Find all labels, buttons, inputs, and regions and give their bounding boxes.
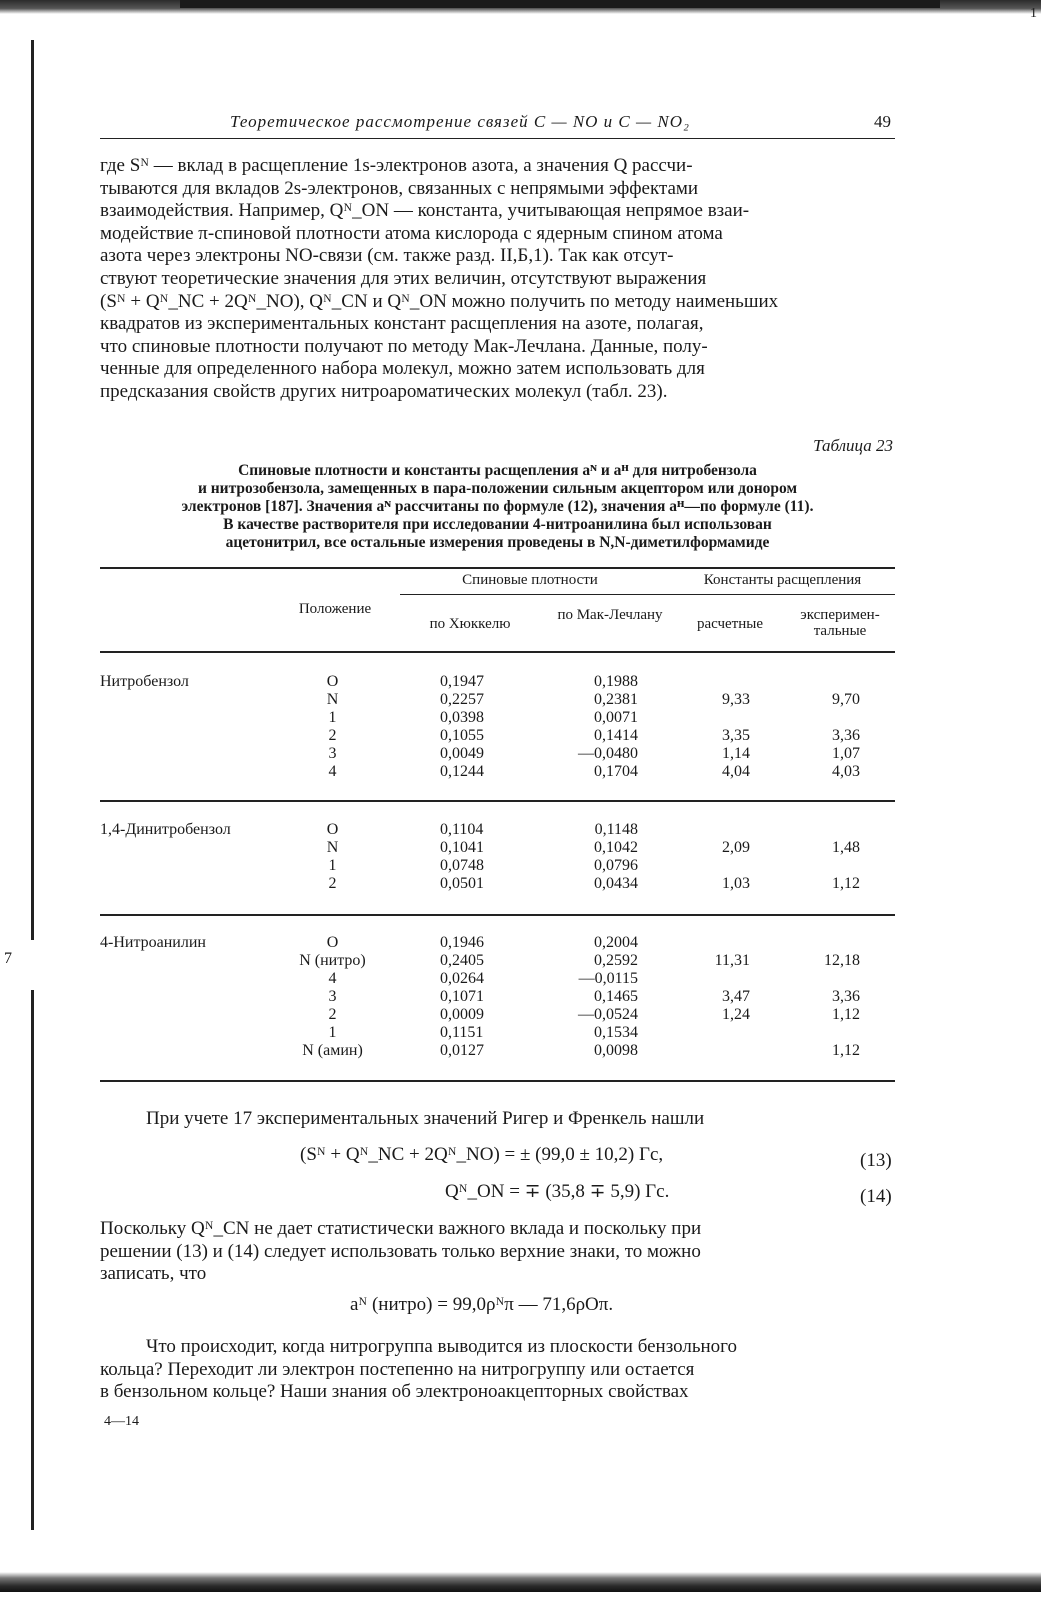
cell-huckel: 0,0127 xyxy=(440,1042,484,1059)
group-name: Нитробензол xyxy=(100,673,189,690)
cell-position: 2 xyxy=(328,727,337,744)
cell-experimental: 3,36 xyxy=(832,727,860,744)
cell-mclachlan: 0,0098 xyxy=(594,1042,638,1059)
cell-position: N xyxy=(326,839,339,856)
header-calculated: расчетные xyxy=(696,616,764,632)
group-positions xyxy=(285,934,380,1060)
cell-calculated: 4,04 xyxy=(722,763,750,780)
text-line: ченные для определенного набора молекул, можно затем использовать для xyxy=(100,358,705,380)
cell-experimental: 4,03 xyxy=(832,763,860,780)
text-line: тываются для вкладов 2s-электронов, связанных с непрямыми эффектами xyxy=(100,177,699,199)
cell-experimental: 1,07 xyxy=(832,745,860,762)
cell-mclachlan: 0,2381 xyxy=(594,691,638,708)
cell-calculated: 3,47 xyxy=(722,988,750,1005)
table-title-line: и нитрозобензола, замещенных в пара-положении сильным акцептором или донором xyxy=(197,480,798,497)
table-title-line: электронов [187]. Значения aᴺ рассчитаны по формуле (12), значения aᴴ—по формуле (11). xyxy=(181,498,814,515)
cell-mclachlan: 0,0796 xyxy=(594,857,638,874)
text-line: взаимодействия. Например, Qᴺ_ON — константа, учитывающая непрямое взаи- xyxy=(100,200,750,222)
cell-experimental: 9,70 xyxy=(832,691,860,708)
table-top-rule xyxy=(100,567,895,569)
header-position: Положение xyxy=(298,601,372,617)
cell-position: 4 xyxy=(328,970,337,987)
cell-position: 4 xyxy=(328,763,337,780)
scan-bottom-edge xyxy=(0,1572,1041,1592)
cell-huckel: 0,0049 xyxy=(440,745,484,762)
cell-position: 2 xyxy=(328,875,337,892)
text-line: решении (13) и (14) следует использовать только верхние знаки, то можно xyxy=(100,1240,701,1262)
text-line: ствуют теоретические значения для этих величин, отсутствуют выражения xyxy=(100,267,707,289)
cell-huckel: 0,0398 xyxy=(440,709,484,726)
cell-position: 1 xyxy=(328,709,337,726)
group-calculated xyxy=(690,673,750,781)
cell-calculated: 11,31 xyxy=(714,952,750,969)
cell-experimental xyxy=(800,970,860,988)
margin-right-tick: 1 xyxy=(1030,6,1037,21)
cell-experimental: 1,12 xyxy=(832,875,860,892)
cell-experimental: 1,12 xyxy=(832,1042,860,1059)
equation-nitro: aᴺ (нитро) = 99,0ρᴺπ — 71,6ρOπ. xyxy=(350,1294,614,1315)
equation-13: (Sᴺ + Qᴺ_NC + 2Qᴺ_NO) = ± (99,0 ± 10,2) Гс, xyxy=(300,1144,664,1165)
cell-position: 2 xyxy=(328,1006,337,1023)
cell-mclachlan: 0,1414 xyxy=(594,727,638,744)
cell-calculated xyxy=(690,970,750,988)
cell-huckel: 0,0009 xyxy=(440,1006,484,1023)
cell-calculated xyxy=(690,821,750,839)
table-title-line: Спиновые плотности и константы расщепления aᴺ и aᴴ для нитробензола xyxy=(238,462,757,479)
text-line: что спиновые плотности получают по методу Мак-Лечлана. Данные, полу- xyxy=(100,335,708,357)
cell-position: N (нитро) xyxy=(299,952,366,969)
scan-top-edge-dark xyxy=(180,0,940,8)
group-positions xyxy=(290,673,375,781)
cell-huckel: 0,1104 xyxy=(440,821,484,838)
text-line: предсказания свойств других нитроароматических молекул (табл. 23). xyxy=(100,380,668,402)
group-calculated xyxy=(690,821,750,893)
cell-calculated: 2,09 xyxy=(722,839,750,856)
cell-huckel: 0,0501 xyxy=(440,875,484,892)
cell-huckel: 0,2257 xyxy=(440,691,484,708)
cell-mclachlan: —0,0480 xyxy=(578,745,638,762)
text-line: (Sᴺ + Qᴺ_NC + 2Qᴺ_NO), Qᴺ_CN и Qᴺ_ON можно получить по методу наименьших xyxy=(100,290,779,312)
cell-mclachlan: 0,0071 xyxy=(594,709,638,726)
cell-huckel: 0,1071 xyxy=(440,988,484,1005)
group-huckel xyxy=(440,934,484,1060)
cell-huckel: 0,0264 xyxy=(440,970,484,987)
cell-huckel: 0,1946 xyxy=(440,934,484,951)
cell-position: N xyxy=(326,691,339,708)
text-line: кольца? Переходит ли электрон постепенно на нитрогруппу или остается xyxy=(100,1358,695,1380)
header-spin-density: Спиновые плотности xyxy=(462,572,598,588)
running-header xyxy=(100,112,895,139)
group-experimental xyxy=(800,934,860,1060)
cell-position: 3 xyxy=(328,988,337,1005)
group-huckel xyxy=(440,821,484,893)
cell-experimental xyxy=(800,673,860,691)
cell-experimental xyxy=(800,857,860,875)
cell-mclachlan: 0,2592 xyxy=(594,952,638,969)
group-mclachlan xyxy=(560,934,638,1060)
group-name: 4-Нитроанилин xyxy=(100,934,206,951)
paragraph-3 xyxy=(100,1218,895,1286)
cell-mclachlan: 0,1465 xyxy=(594,988,638,1005)
header-mclachlan: по Мак-Лечлану xyxy=(557,607,663,623)
paragraph-2: При учете 17 экспериментальных значений Ригер и Френкель нашли xyxy=(146,1108,705,1129)
scan-left-edge xyxy=(31,40,34,940)
group-experimental xyxy=(800,673,860,781)
cell-position: O xyxy=(326,821,339,838)
cell-position: O xyxy=(326,934,339,951)
equation-13-number: (13) xyxy=(860,1150,892,1171)
cell-calculated: 9,33 xyxy=(722,691,750,708)
cell-position: O xyxy=(326,673,339,690)
text-line: модействие π-спиновой плотности атома кислорода с ядерным спином атома xyxy=(100,222,723,244)
cell-mclachlan: 0,1534 xyxy=(594,1024,638,1041)
header-splitting-constants: Константы расщепления xyxy=(703,572,862,588)
cell-experimental xyxy=(800,1024,860,1042)
text-line: где Sᴺ — вклад в расщепление 1s-электронов азота, а значения Q рассчи- xyxy=(100,155,693,176)
text-line: Поскольку Qᴺ_CN не дает статистически важного вклада и поскольку при xyxy=(100,1218,702,1239)
cell-experimental xyxy=(800,934,860,952)
table-title-line: В качестве растворителя при исследовании 4-нитроанилина был использован xyxy=(223,516,772,533)
cell-calculated xyxy=(690,709,750,727)
cell-huckel: 0,0748 xyxy=(440,857,484,874)
page-number: 49 xyxy=(874,112,891,131)
text-line: записать, что xyxy=(100,1263,207,1285)
cell-experimental: 1,12 xyxy=(832,1006,860,1023)
cell-calculated xyxy=(690,857,750,875)
cell-mclachlan: 0,1042 xyxy=(594,839,638,856)
group-experimental xyxy=(800,821,860,893)
cell-mclachlan: 0,1704 xyxy=(594,763,638,780)
cell-mclachlan: 0,1988 xyxy=(594,673,638,690)
cell-huckel: 0,1244 xyxy=(440,763,484,780)
group-mclachlan xyxy=(560,673,638,781)
table-caption: Таблица 23 xyxy=(813,436,893,455)
running-title: Теоретическое рассмотрение связей С — NO и С — NO₂ xyxy=(230,112,690,131)
group-name: 1,4-Динитробензол xyxy=(100,821,231,838)
margin-number: 7 xyxy=(4,950,12,967)
cell-calculated xyxy=(690,934,750,952)
header-huckel: по Хюккелю xyxy=(429,616,511,632)
table-title-line: ацетонитрил, все остальные измерения проведены в N,N-диметилформамиде xyxy=(225,534,770,551)
table-title xyxy=(100,462,895,552)
cell-position: N (амин) xyxy=(302,1042,363,1059)
cell-calculated: 3,35 xyxy=(722,727,750,744)
scan-left-edge-lower xyxy=(31,990,34,1530)
cell-calculated: 1,14 xyxy=(722,745,750,762)
paragraph-1 xyxy=(100,155,895,404)
cell-experimental: 12,18 xyxy=(824,952,860,969)
cell-experimental: 3,36 xyxy=(832,988,860,1005)
table-group-rule xyxy=(100,800,895,802)
cell-mclachlan: 0,1148 xyxy=(594,821,638,838)
table-bottom-rule xyxy=(100,1080,895,1082)
cell-huckel: 0,1041 xyxy=(440,839,484,856)
table-subheader-rule xyxy=(400,594,895,595)
cell-experimental: 1,48 xyxy=(832,839,860,856)
cell-mclachlan: 0,2004 xyxy=(594,934,638,951)
cell-mclachlan: 0,0434 xyxy=(594,875,638,892)
cell-calculated: 1,24 xyxy=(722,1006,750,1023)
cell-experimental xyxy=(800,709,860,727)
paragraph-4 xyxy=(100,1336,895,1404)
cell-huckel: 0,1947 xyxy=(440,673,484,690)
equation-14-number: (14) xyxy=(860,1186,892,1207)
signature-mark: 4—14 xyxy=(104,1414,139,1429)
text-line: азота через электроны NO-связи (см. также разд. II,Б,1). Так как отсут- xyxy=(100,245,674,267)
table-group-rule xyxy=(100,914,895,916)
text-line: в бензольном кольце? Наши знания об электроноакцепторных свойствах xyxy=(100,1381,689,1403)
group-huckel xyxy=(440,673,484,781)
group-positions xyxy=(290,821,375,893)
header-experimental: эксперимен-тальные xyxy=(800,607,880,639)
cell-huckel: 0,1055 xyxy=(440,727,484,744)
cell-calculated xyxy=(690,673,750,691)
cell-position: 1 xyxy=(328,857,337,874)
table-header-rule xyxy=(100,651,895,653)
text-line: квадратов из экспериментальных констант расщепления на азоте, полагая, xyxy=(100,313,704,335)
group-calculated xyxy=(690,934,750,1024)
cell-position: 3 xyxy=(328,745,337,762)
text-line: Что происходит, когда нитрогруппа выводится из плоскости бензольного xyxy=(146,1336,737,1357)
equation-14: Qᴺ_ON = ∓ (35,8 ∓ 5,9) Гс. xyxy=(445,1181,670,1202)
cell-experimental xyxy=(800,821,860,839)
cell-huckel: 0,1151 xyxy=(440,1024,484,1041)
cell-huckel: 0,2405 xyxy=(440,952,484,969)
cell-calculated: 1,03 xyxy=(722,875,750,892)
cell-mclachlan: —0,0524 xyxy=(578,1006,638,1023)
cell-mclachlan: —0,0115 xyxy=(578,970,638,987)
cell-position: 1 xyxy=(328,1024,337,1041)
group-mclachlan xyxy=(560,821,638,893)
